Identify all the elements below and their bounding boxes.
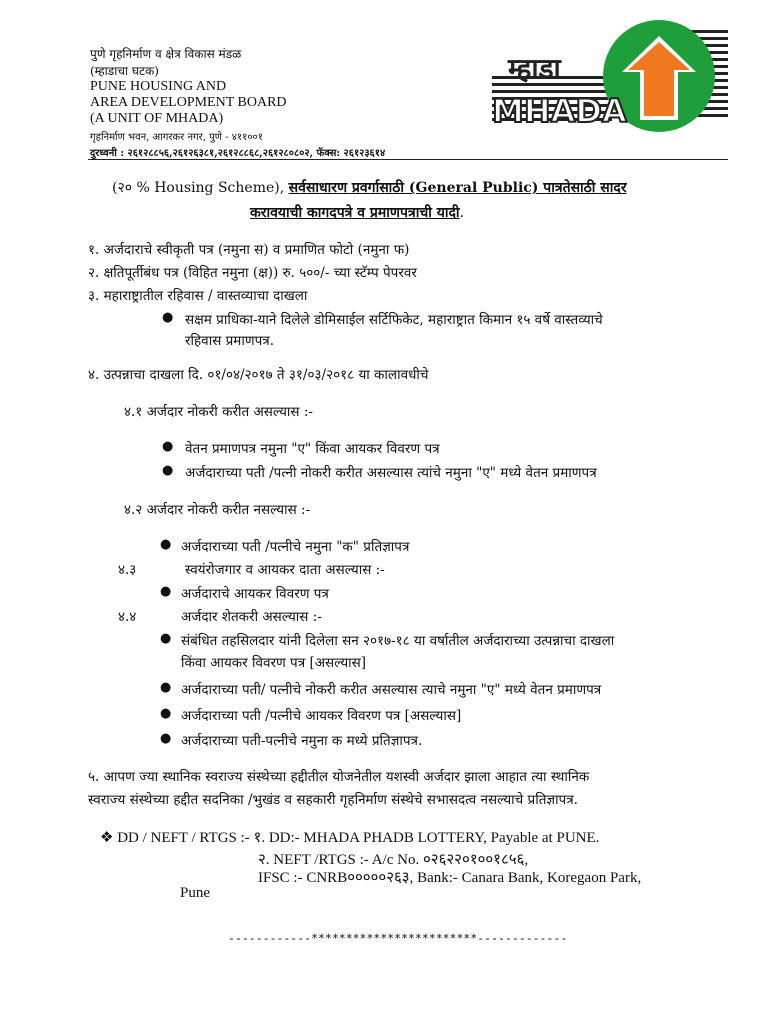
payment-ifsc: IFSC :- CNRB०००००२६३, Bank:- Canara Bank, Koregaon Park,: [258, 870, 642, 886]
item-5-line2: स्वराज्य संस्थेच्या हद्दीत सदनिका /भुखंड व सहकारी गृहनिर्माण संस्थेचे सभासदत्व नसल्याचे प्रतिज्ञापत्र.: [88, 792, 578, 808]
item-4-4: अर्जदार शेतकरी असल्यास :-: [181, 609, 322, 625]
org-phone: दुरध्वनी : २६१२८८५६,२६१२६३८१,२६१२८८६८,२६१२८०८०२, फॅक्स: २६१२३६१४: [90, 148, 386, 159]
mhada-logo: [492, 20, 728, 132]
footer-separator: ------------************************-------------: [228, 931, 568, 945]
title-end: .: [459, 205, 464, 221]
title-prefix: (२० % Housing Scheme),: [112, 180, 285, 196]
title-line1: [112, 178, 627, 197]
bullet-icon: ●: [160, 537, 172, 552]
payment-dd: १. DD:- MHADA PHADB LOTTERY, Payable at PUNE.: [253, 830, 600, 846]
org-unit-english: (A UNIT OF MHADA): [90, 111, 224, 126]
item-4-1-bullet-1: वेतन प्रमाणपत्र नमुना "ए" किंवा आयकर विवरण पत्र: [185, 441, 440, 457]
item-4-1: ४.१ अर्जदार नोकरी करीत असल्यास :-: [124, 404, 313, 420]
payment-label: DD / NEFT / RTGS :-: [117, 830, 250, 846]
item-4-3-number: ४.३: [118, 562, 137, 578]
item-4-4-bullet-1-line1: संबंधित तहसिलदार यांनी दिलेला सन २०१७-१८ या वर्षातील अर्जदाराच्या उत्पन्नाचा दाखला: [181, 633, 615, 649]
logo-english-text: MHADA: [492, 92, 627, 130]
payment-line: [100, 827, 599, 847]
item-1: १. अर्जदाराचे स्वीकृती पत्र (नमुना स) व प्रमाणित फोटो (नमुना फ): [88, 242, 410, 258]
item-3-bullet-line1: सक्षम प्राधिका-याने दिलेले डोमिसाईल सर्टिफिकेट, महाराष्ट्रात किमान १५ वर्षे वास्तव्याचे: [185, 312, 603, 328]
org-name-line2: AREA DEVELOPMENT BOARD: [90, 95, 287, 110]
item-5-line1: ५. आपण ज्या स्थानिक स्वराज्य संस्थेच्या हद्दीतील योजनेतील यशस्वी अर्जदार झाला आहात त्या स्थानिक: [88, 769, 590, 785]
item-4-2-bullet-1: अर्जदाराच्या पती /पत्नीचे नमुना "क" प्रतिज्ञापत्र: [181, 539, 410, 555]
title-main: सर्वसाधारण प्रवर्गासाठी (General Public) पात्रतेसाठी सादर: [288, 180, 627, 196]
item-3-bullet-line2: रहिवास प्रमाणपत्र.: [185, 333, 275, 349]
item-2: २. क्षतिपूर्तीबंध पत्र (विहित नमुना (क्ष)) रु. ५००/- च्या स्टॅम्प पेपरवर: [88, 265, 417, 281]
bullet-icon: ●: [162, 439, 174, 454]
bullet-icon: ●: [160, 584, 172, 599]
logo-marathi-text: म्हाडा: [508, 52, 561, 85]
org-name-marathi: पुणे गृहनिर्माण व क्षेत्र विकास मंडळ: [90, 47, 242, 61]
item-4-4-number: ४.४: [118, 609, 137, 625]
bullet-icon: ●: [160, 731, 172, 746]
org-address: गृहनिर्माण भवन, आगरकर नगर, पुणे - ४११००१: [90, 132, 263, 143]
diamond-bullet-icon: ❖: [100, 828, 114, 846]
org-name-line1: PUNE HOUSING AND: [90, 79, 227, 94]
bullet-icon: ●: [162, 463, 174, 478]
payment-city: Pune: [180, 885, 210, 901]
item-4: ४. उत्पन्नाचा दाखला दि. ०१/०४/२०१७ ते ३१/०३/२०१८ या कालावधीचे: [88, 367, 429, 383]
item-4-4-bullet-2: अर्जदाराच्या पती/ पत्नीचे नोकरी करीत असल्यास त्याचे नमुना "ए" मध्ये वेतन प्रमाणपत्र: [181, 682, 602, 698]
item-4-2: ४.२ अर्जदार नोकरी करीत नसल्यास :-: [124, 502, 311, 518]
title-sub: करावयाची कागदपत्रे व प्रमाणपत्राची यादी: [250, 205, 460, 221]
payment-neft: २. NEFT /RTGS :- A/c No. ०२६२२०१००१८५६,: [258, 852, 529, 868]
org-unit-marathi: (म्हाडाचा घटक): [90, 64, 159, 78]
header-divider: [88, 159, 728, 160]
item-4-3: स्वयंरोजगार व आयकर दाता असल्यास :-: [185, 562, 385, 578]
item-4-3-bullet-1: अर्जदाराचे आयकर विवरण पत्र: [181, 586, 329, 602]
item-4-4-bullet-3: अर्जदाराच्या पती /पत्नीचे आयकर विवरण पत्र [असल्यास]: [181, 708, 462, 724]
title-line2: [250, 203, 464, 222]
item-4-1-bullet-2: अर्जदाराच्या पती /पत्नी नोकरी करीत असल्यास त्यांचे नमुना "ए" मध्ये वेतन प्रमाणपत्र: [185, 465, 597, 481]
item-4-4-bullet-1-line2: किंवा आयकर विवरण पत्र [असल्यास]: [181, 655, 367, 671]
bullet-icon: ●: [160, 631, 172, 646]
item-3: ३. महाराष्ट्रातील रहिवास / वास्तव्याचा दाखला: [88, 288, 308, 304]
bullet-icon: ●: [162, 310, 174, 325]
bullet-icon: ●: [160, 706, 172, 721]
bullet-icon: ●: [160, 680, 172, 695]
item-4-4-bullet-4: अर्जदाराच्या पती-पत्नीचे नमुना क मध्ये प्रतिज्ञापत्र.: [181, 733, 423, 749]
